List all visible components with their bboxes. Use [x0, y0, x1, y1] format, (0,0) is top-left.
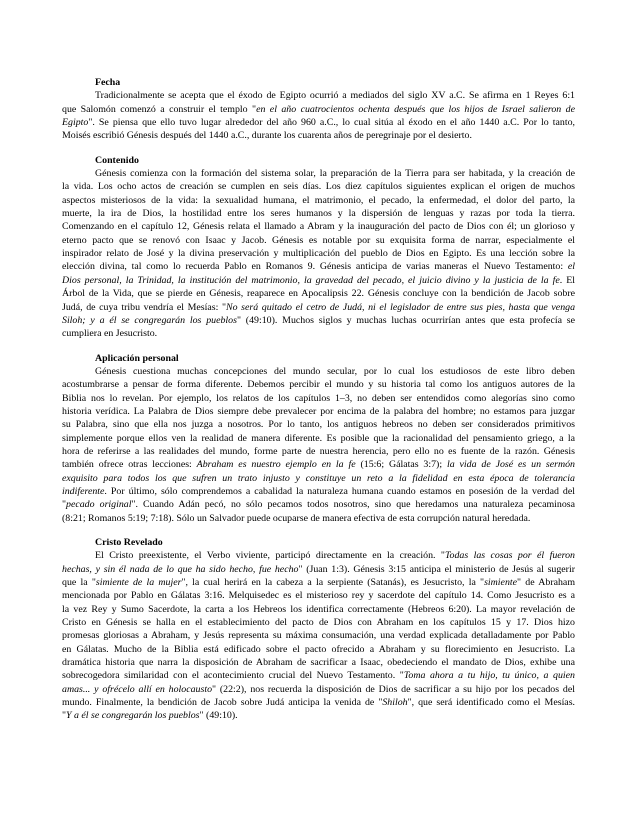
paragraph-line — [62, 472, 575, 485]
paragraph-line — [62, 616, 575, 629]
body-text: mencionada por Pablo en Gálatas 3:16. Melquisedec es el misterioso rey y sacerdote del capítulo 14. Como Jesucristo es a — [62, 590, 575, 602]
paragraph-line — [62, 234, 575, 247]
paragraph-line — [62, 709, 575, 722]
italic-text: Toma ahora a tu hijo, tu único, a quien — [403, 670, 575, 682]
body-text: " de Abraham — [517, 577, 575, 589]
body-text: también ofrece otras lecciones: — [62, 459, 197, 471]
section-cristo-revelado — [62, 536, 575, 723]
body-text: ", que será identificado como el Mesías. — [407, 697, 576, 709]
italic-text: Todas las cosas por él fueron — [444, 550, 575, 562]
body-text: Comenzando en el capítulo 12, Génesis relata el llamado a Abram y la inauguración del pacto de Dios con él; un glorioso y — [62, 221, 575, 233]
body-text: inspirador relato de José y la divina preservación y multiplicación del pueblo de Dios en Egipto. Es una lección sobre la — [62, 248, 575, 260]
body-text: El Cristo preexistente, el Verbo viviente, participó directamente en la creación. " — [95, 550, 445, 562]
paragraph-line — [62, 116, 575, 129]
paragraph-line — [62, 445, 575, 458]
document-page — [62, 76, 575, 734]
paragraph-line — [62, 207, 575, 220]
paragraph-line — [62, 180, 575, 193]
paragraph-line — [62, 432, 575, 445]
paragraph-line — [62, 629, 575, 642]
body-text: . Por último, sólo comprendemos a cabalidad la naturaleza humana cuando estamos en posesión de la verdad del — [104, 485, 575, 497]
body-text: cumpliera en Jesucristo. — [62, 328, 158, 340]
paragraph-line — [62, 392, 575, 405]
body-text: Moisés escribió Génesis después del 1440 a.C., durante los cuarenta años de peregrinaje por el desierto. — [62, 130, 472, 142]
paragraph-line — [62, 194, 575, 207]
body-text: que Salomón comenzó a construir el templo " — [62, 103, 257, 115]
paragraph-line — [62, 563, 575, 576]
body-text: Tradicionalmente se acepta que el éxodo de Egipto ocurrió a mediados del siglo XV a.C. Se afirma en 1 Reyes 6:1 — [95, 90, 575, 102]
italic-text: Siloh; y a él se congregarán los pueblos — [62, 314, 237, 326]
paragraph-line — [62, 327, 575, 340]
paragraph-line — [62, 220, 575, 233]
paragraph-line — [62, 260, 575, 273]
section-heading: Contenido — [95, 154, 139, 166]
body-text: muerte, la ira de Dios, la hostilidad entre los seres humanos y la dispersión de lenguas y razas por toda la tierra. — [62, 208, 575, 220]
italic-text: simiente de la mujer — [95, 577, 182, 589]
body-text: . El — [559, 274, 575, 286]
body-text: " (22:2), nos recuerda la disposición de Dios de sacrificar a su hijo por los pecados del — [212, 683, 575, 695]
paragraph-line — [62, 603, 575, 616]
italic-text: hechas, y sin él nada de lo que ha sido hecho, fue hecho — [62, 563, 299, 575]
italic-text: el — [567, 261, 575, 273]
paragraph-line — [62, 167, 575, 180]
body-text: aspectos misteriosos de la vida: la sexualidad humana, el matrimonio, el pecado, la enfermedad, el dolor del parto, la — [62, 194, 575, 206]
body-text: " — [62, 710, 67, 722]
body-text: su Palabra, sino que ella nos juzga a nosotros. Por lo tanto, los antiguos hebreos no deben ser considerados primitivos — [62, 419, 575, 431]
body-text: " — [62, 499, 67, 511]
italic-text: amas... y ofrécelo allí en holocausto — [62, 683, 213, 695]
paragraph-line — [62, 287, 575, 300]
body-text: Cristo en Génesis se halla en el establecimiento del pacto de Dios con Abraham en los capítulos 15 y 17. Dios hizo — [62, 617, 575, 629]
paragraph-line — [62, 549, 575, 562]
body-text: (8:21; Romanos 5:19; 7:18). Sólo un Salvador puede ocuparse de manera efectiva de esta corrupción natural heredada. — [62, 512, 531, 524]
body-text: Génesis comienza con la formación del sistema solar, la preparación de la Tierra para ser habitada, y la creación de — [95, 168, 575, 180]
italic-text: exquisito para todos los que sufren un trato injusto y constituye un reto a la fidelidad en esta época de tolerancia — [62, 472, 575, 484]
body-text: Génesis cuestiona muchas concepciones del mundo secular, por lo cual los estudiosos de este libro deben — [95, 365, 575, 377]
paragraph-line — [62, 89, 575, 102]
italic-text: Shiloh — [382, 697, 408, 709]
paragraph-line — [62, 458, 575, 471]
paragraph-line — [62, 512, 575, 525]
section-contenido — [62, 154, 575, 341]
paragraph-line — [62, 696, 575, 709]
paragraph-line — [62, 643, 575, 656]
body-text: " (49:10). Muchos siglos y muchas luchas ocurrirían antes que esta profecía se — [236, 314, 576, 326]
italic-text: la vida de José es un sermón — [446, 459, 575, 471]
italic-text: indiferente — [62, 485, 105, 497]
body-text: Judá, de cuya tribu vendría el Mesías: " — [62, 301, 227, 313]
body-text: historia verídica. La Palabra de Dios siempre debe prevalecer por encima de la palabra del hombre; no estamos para juzgar — [62, 405, 575, 417]
body-text: ". Cuando Adán pecó, no sólo pecamos todos nosotros, sino que heredamos una naturaleza pecaminosa — [131, 499, 576, 511]
paragraph-line — [62, 405, 575, 418]
section-fecha — [62, 76, 575, 143]
italic-text: No será quitado el cetro de Judá, ni el legislador de entre sus pies, hasta que venga — [226, 301, 576, 313]
paragraph-line — [62, 314, 575, 327]
italic-text: Dios personal, la Trinidad, la institución del matrimonio, la gravedad del pecado, el juicio divino y la justicia de la fe — [62, 274, 560, 286]
body-text: promesas gloriosas a Abraham, y Jesús representa su máxima consumación, una verdad explicada detalladamente por Pablo — [62, 630, 575, 642]
paragraph-line — [62, 274, 575, 287]
paragraph-line — [62, 418, 575, 431]
paragraph-line — [62, 247, 575, 260]
body-text: sobrecogedora similaridad con el acontecimiento crucial del Nuevo Testamento. " — [62, 670, 404, 682]
italic-text: simiente — [484, 577, 518, 589]
body-text: Árbol de la Vida, que se pierde en Génesis, reaparece en Apocalipsis 22. Génesis concluye con la bendición de Jacob sobre — [62, 288, 575, 300]
body-text: elección divina, tal como lo recuerda Pablo en Romanos 9. Génesis anticipa de varias maneras el Nuevo Testamento: — [62, 261, 568, 273]
body-text: la vida. Los ocho actos de creación se cumplen en seis días. Los diez capítulos siguientes explican el origen de muchos — [62, 181, 575, 193]
section-heading: Aplicación personal — [95, 352, 179, 364]
paragraph-line — [62, 589, 575, 602]
paragraph-line — [62, 103, 575, 116]
paragraph-line — [62, 129, 575, 142]
body-text: ", la cual herirá en la cabeza a la serpiente (Satanás), es Jesucristo, la " — [181, 577, 485, 589]
paragraph-line — [62, 485, 575, 498]
body-text: eterno pacto que se renovó con Isaac y Jacob. Génesis es notable por su exquisita forma de narrar, especialmente el — [62, 234, 575, 246]
italic-text: Egipto — [62, 117, 89, 129]
paragraph-line — [62, 576, 575, 589]
paragraph-line — [62, 656, 575, 669]
paragraph-line — [62, 498, 575, 511]
body-text: simplemente porque ellos ven la realidad de manera diferente. Es posible que la racionalidad del pensamiento griego, a la — [62, 432, 575, 444]
paragraph-line — [62, 301, 575, 314]
body-text: en Gálatas. Mucho de la Biblia está edificado sobre el pacto ofrecido a Abraham y su florecimiento en Jesucristo. La — [62, 643, 575, 655]
section-aplicacion-personal — [62, 352, 575, 525]
body-text: Biblia nos lo revelan. Por ejemplo, los relatos de los capítulos 1–3, no deben ser entendidos como alegorías sino como — [62, 392, 575, 404]
paragraph-line — [62, 683, 575, 696]
section-heading: Cristo Revelado — [95, 537, 163, 548]
section-heading: Fecha — [95, 77, 121, 88]
body-text: hora de referirse a las realidades del mundo, forme parte de nuestra herencia, pero ello no es fuente de la razón. Génesis — [62, 445, 575, 457]
body-text: ". Se piensa que ello tuvo lugar alrededor del año 960 a.C., lo cual sitúa al éxodo en el año 1440 a.C. Por lo tanto, — [88, 117, 575, 129]
italic-text: Y a él se congregarán los pueblos — [66, 710, 200, 722]
body-text: (15:6; Gálatas 3:7); — [355, 459, 447, 471]
paragraph-line — [62, 669, 575, 682]
body-text: dramática historia que narra la disposición de Abraham de sacrificar a Isaac, obedeciendo el mandato de Dios, exhibe una — [62, 657, 575, 669]
body-text: que la " — [62, 577, 96, 589]
italic-text: pecado original — [66, 499, 132, 511]
italic-text: en el año cuatrocientos ochenta después que los hijos de Israel salieron de — [256, 103, 575, 115]
body-text: la vez Rey y Sumo Sacerdote, la carta a los Hebreos los identifica correctamente (Hebreos 6:20). La mayor revelación de — [62, 603, 575, 615]
body-text: " (Juan 1:3). Génesis 3:15 anticipa el ministerio de Jesús al sugerir — [298, 563, 575, 575]
body-text: mundo. Finalmente, la bendición de Jacob sobre Judá anticipa la venida de " — [62, 697, 383, 709]
paragraph-line — [62, 365, 575, 378]
body-text: " (49:10). — [199, 710, 238, 722]
paragraph-line — [62, 378, 575, 391]
italic-text: Abraham es nuestro ejemplo en la fe — [196, 459, 356, 471]
body-text: acostumbrarse a pensar de forma diferente. Debemos percibir el mundo y su historia tal como los antiguos autores de la — [62, 379, 575, 391]
